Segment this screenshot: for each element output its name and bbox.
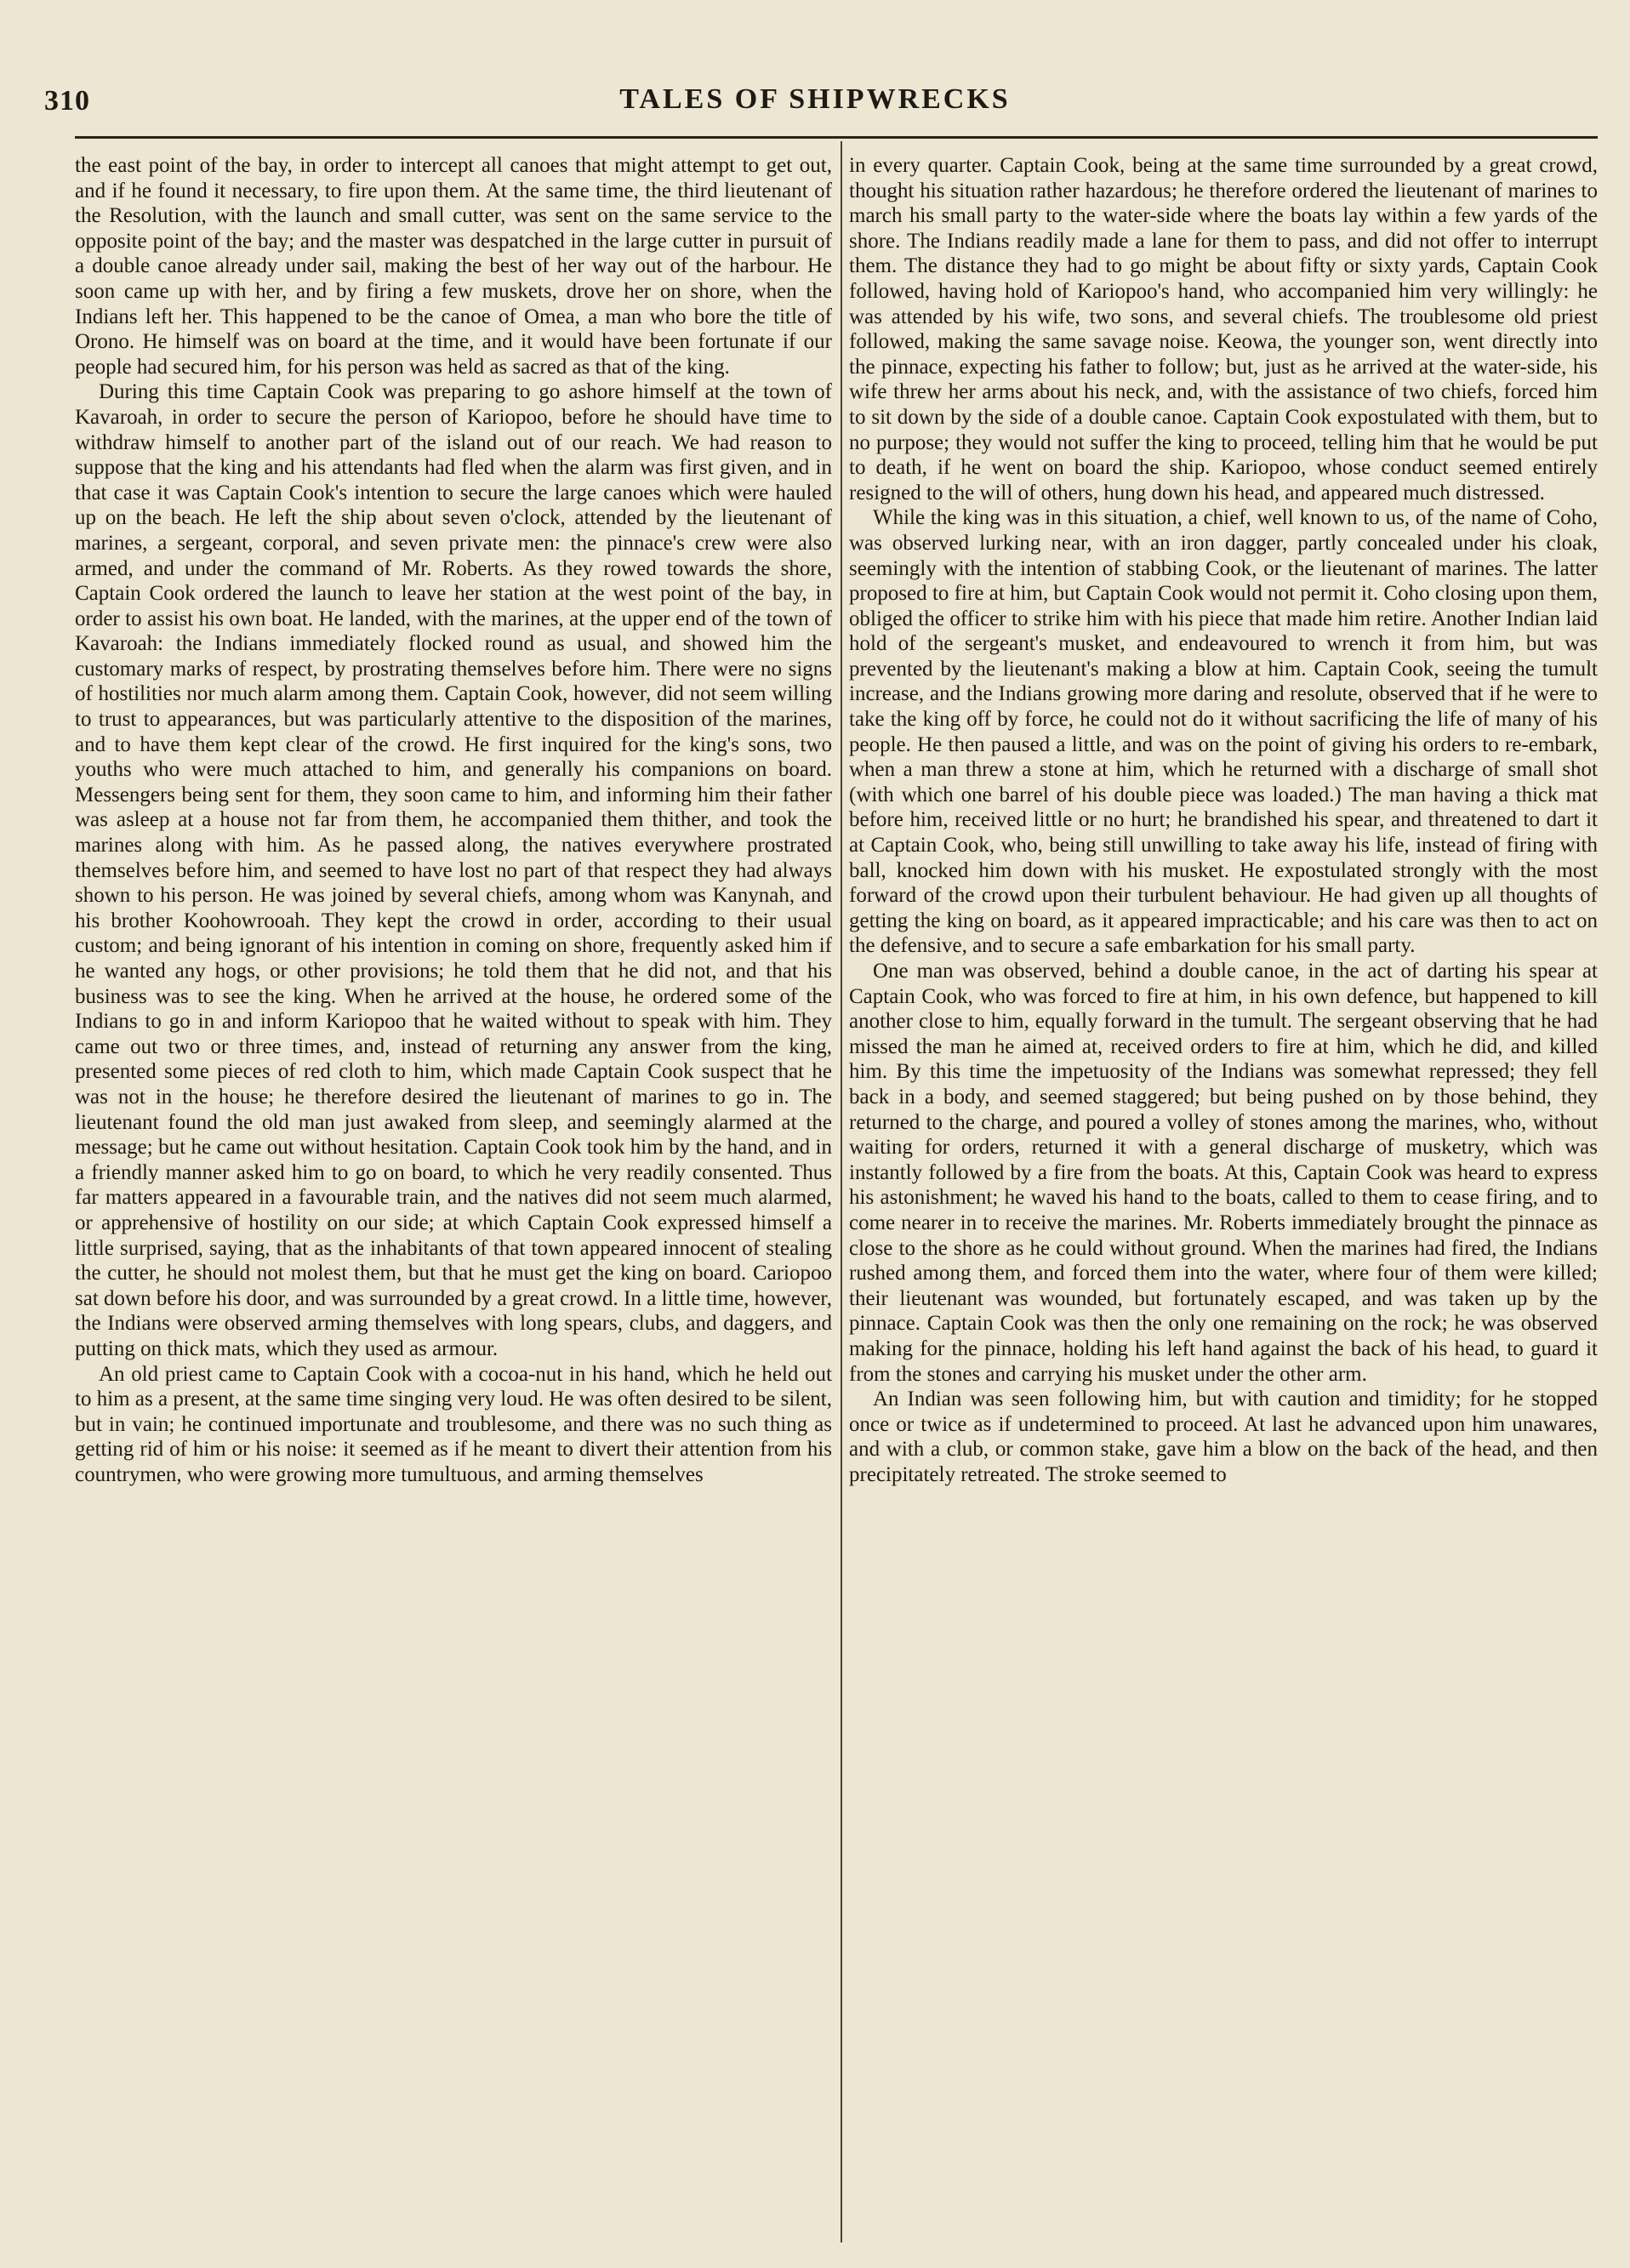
- paragraph: While the king was in this situation, a chief, well known to us, of the name of Coho, was observed lurking near, with an iron dagger, partly concealed under his cloak, seemingly with the intention of stabbing Cook, or the lieutenant of marines. The latter proposed to fire at him, but Captain Cook would not permit it. Coho closing upon them, obliged the officer to strike him with his piece that made him retire. Another Indian laid hold of the sergeant's musket, and endeavoured to wrench it from him, but was prevented by the lieutenant's making a blow at him. Captain Cook, seeing the tumult increase, and the Indians growing more daring and resolute, observed that if he were to take the king off by force, he could not do it without sacrificing the life of many of his people. He then paused a little, and was on the point of giving his orders to re-embark, when a man threw a stone at him, which he returned with a discharge of small shot (with which one barrel of his double piece was loaded.) The man having a thick mat before him, received little or no hurt; he brandished his spear, and threatened to dart it at Captain Cook, who, being still unwilling to take away his life, instead of firing with ball, knocked him down with his musket. He expostulated strongly with the most forward of the crowd upon their turbulent behaviour. He had given up all thoughts of getting the king on board, as it appeared impracticable; and his care was then to act on the defensive, and to secure a safe embarkation for his small party.: [849, 506, 1598, 958]
- paragraph: An old priest came to Captain Cook with a cocoa-nut in his hand, which he held out to him as a present, at the same time singing very loud. He was often desired to be silent, but in vain; he continued importunate and troublesome, and there was no such thing as getting rid of him or his noise: it seemed as if he meant to divert their attention from his countrymen, who were growing more tumultuous, and arming themselves: [75, 1362, 832, 1486]
- page-number: 310: [44, 85, 90, 117]
- paragraph: During this time Captain Cook was preparing to go ashore himself at the town of Kavaroah, in order to secure the person of Kariopoo, before he should have time to withdraw himself to another part of the island out of our reach. We had reason to suppose that the king and his attendants had fled when the alarm was first given, and in that case it was Captain Cook's intention to secure the large canoes which were hauled up on the beach. He left the ship about seven o'clock, attended by the lieutenant of marines, a sergeant, corporal, and seven private men: the pinnace's crew were also armed, and under the command of Mr. Roberts. As they rowed towards the shore, Captain Cook ordered the launch to leave her station at the west point of the bay, in order to assist his own boat. He landed, with the marines, at the upper end of the town of Kavaroah: the Indians immediately flocked round as usual, and showed him the customary marks of respect, by prostrating themselves before him. There were no signs of hostilities nor much alarm among them. Captain Cook, however, did not seem willing to trust to appearances, but was particularly attentive to the disposition of the marines, and to have them kept clear of the crowd. He first inquired for the king's sons, two youths who were much attached to him, and generally his companions on board. Messengers being sent for them, they soon came to him, and informing him their father was asleep at a house not far from them, he accompanied them thither, and took the marines along with him. As he passed along, the natives everywhere prostrated themselves before him, and seemed to have lost no part of that respect they had always shown to his person. He was joined by several chiefs, among whom was Kanynah, and his brother Koohowrooah. They kept the crowd in order, according to their usual custom; and being ignorant of his intention in coming on shore, frequently asked him if he wanted any hogs, or other provisions; he told them that he did not, and that his business was to see the king. When he arrived at the house, he ordered some of the Indians to go in and inform Kariopoo that he waited without to speak with him. They came out two or three times, and, instead of returning any answer from the king, presented some pieces of red cloth to him, which made Captain Cook suspect that he was not in the house; he therefore desired the lieutenant of marines to go in. The lieutenant found the old man just awaked from sleep, and seemingly alarmed at the message; but he came out without hesitation. Captain Cook took him by the hand, and in a friendly manner asked him to go on board, to which he very readily consented. Thus far matters appeared in a favourable train, and the natives did not seem much alarmed, or apprehensive of hostility on our side; at which Captain Cook expressed himself a little surprised, saying, that as the inhabitants of that town appeared innocent of stealing the cutter, he should not molest them, but that he must get the king on board. Cariopoo sat down before his door, and was surrounded by a great crowd. In a little time, however, the Indians were observed arming themselves with long spears, clubs, and daggers, and putting on thick mats, which they used as armour.: [75, 380, 832, 1360]
- paragraph: the east point of the bay, in order to intercept all canoes that might attempt to get out, and if he found it necessary, to fire upon them. At the same time, the third lieutenant of the Resolution, with the launch and small cutter, was sent on the same service to the opposite point of the bay; and the master was despatched in the large cutter in pursuit of a double canoe already under sail, making the best of her way out of the harbour. He soon came up with her, and by firing a few muskets, drove her on shore, when the Indians left her. This happened to be the canoe of Omea, a man who bore the title of Orono. He himself was on board at the time, and it would have been fortunate if our people had secured him, for his person was held as sacred as that of the king.: [75, 154, 832, 379]
- right-column: [849, 153, 1598, 2254]
- column-divider: [841, 141, 842, 2242]
- header-rule: [75, 136, 1598, 139]
- paragraph: in every quarter. Captain Cook, being at the same time surrounded by a great crowd, thought his situation rather hazardous; he therefore ordered the lieutenant of marines to march his small party to the water-side where the boats lay within a few yards of the shore. The Indians readily made a lane for them to pass, and did not offer to interrupt them. The distance they had to go might be about fifty or sixty yards, Captain Cook followed, having hold of Kariopoo's hand, who accompanied him very willingly: he was attended by his wife, two sons, and several chiefs. The troublesome old priest followed, making the same savage noise. Keowa, the younger son, went directly into the pinnace, expecting his father to follow; but, just as he arrived at the water-side, his wife threw her arms about his neck, and, with the assistance of two chiefs, forced him to sit down by the side of a double canoe. Captain Cook expostulated with them, but to no purpose; they would not suffer the king to proceed, telling him that he would be put to death, if he went on board the ship. Kariopoo, whose conduct seemed entirely resigned to the will of others, hung down his head, and appeared much distressed.: [849, 154, 1598, 504]
- paragraph: One man was observed, behind a double canoe, in the act of darting his spear at Captain Cook, who was forced to fire at him, in his own defence, but happened to kill another close to him, equally forward in the tumult. The sergeant observing that he had missed the man he aimed at, received orders to fire at him, which he did, and killed him. By this time the impetuosity of the Indians was somewhat repressed; they fell back in a body, and seemed staggered; but being pushed on by those behind, they returned to the charge, and poured a volley of stones among the marines, who, without waiting for orders, returned it with a general discharge of musketry, which was instantly followed by a fire from the boats. At this, Captain Cook was heard to express his astonishment; he waved his hand to the boats, called to them to cease firing, and to come nearer in to receive the marines. Mr. Roberts immediately brought the pinnace as close to the shore as he could without ground. When the marines had fired, the Indians rushed among them, and forced them into the water, where four of them were killed; their lieutenant was wounded, but fortunately escaped, and was taken up by the pinnace. Captain Cook was then the only one remaining on the rock; he was observed making for the pinnace, holding his left hand against the back of his head, to guard it from the stones and carrying his musket under the other arm.: [849, 960, 1598, 1386]
- left-column: [75, 153, 832, 2254]
- running-title: TALES OF SHIPWRECKS: [619, 83, 1011, 115]
- paragraph: An Indian was seen following him, but with caution and timidity; for he stopped once or twice as if undetermined to proceed. At last he advanced upon him unawares, and with a club, or common stake, gave him a blow on the back of the head, and then precipitately retreated. The stroke seemed to: [849, 1388, 1598, 1486]
